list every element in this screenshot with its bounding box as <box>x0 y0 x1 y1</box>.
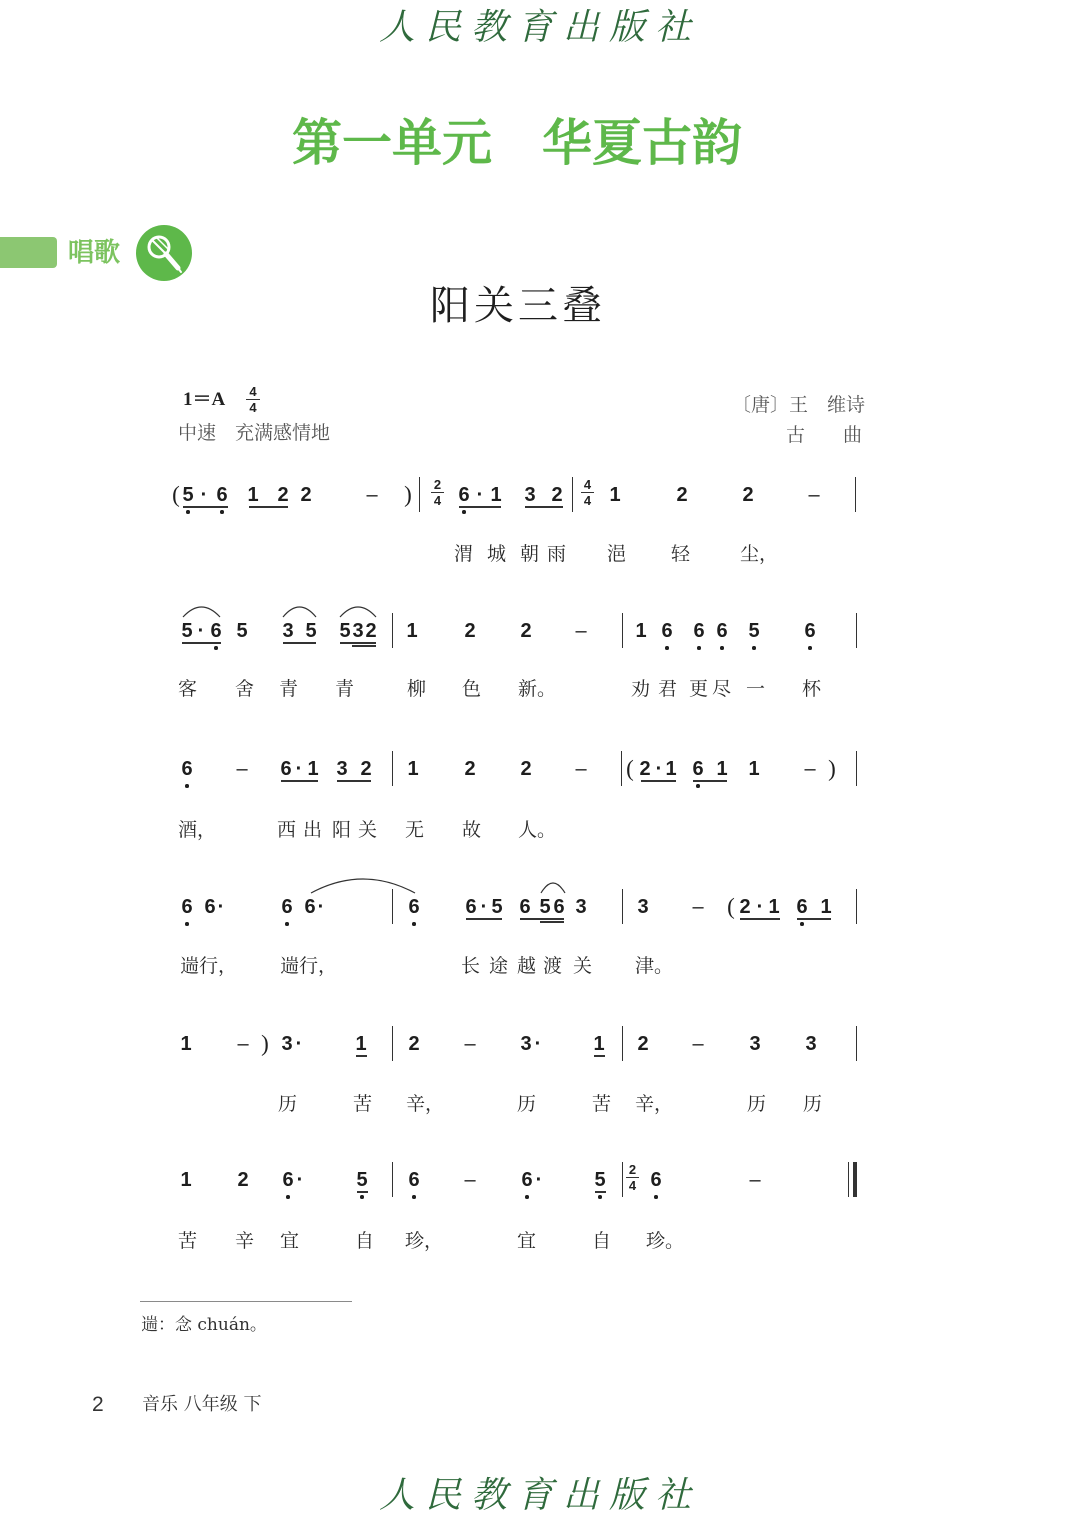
key-signature: 1＝A <box>183 389 226 410</box>
note: 2 <box>742 484 754 506</box>
low-octave-dot <box>214 646 218 650</box>
dash: – <box>464 1169 476 1191</box>
low-octave-dot <box>598 1195 602 1199</box>
underline-beam <box>182 642 221 644</box>
barline <box>419 477 420 512</box>
dash: – <box>366 484 378 506</box>
underline-beam <box>459 506 501 508</box>
note: 3 <box>352 620 364 642</box>
note: 6 <box>692 758 704 780</box>
note: 6 <box>282 1169 294 1191</box>
note: 2 <box>551 484 563 506</box>
tempo-marking: 中速 充满感情地 <box>178 422 331 444</box>
note: 5 <box>236 620 248 642</box>
song-title: 阳关三叠 <box>430 283 606 329</box>
publisher-logo-bottom: 人民教育出版社 <box>378 1475 701 1516</box>
underline-beam <box>356 1055 367 1057</box>
low-octave-dot <box>696 784 700 788</box>
final-barline-thin <box>848 1162 849 1197</box>
lyric: 君 <box>658 678 678 700</box>
note: 3 <box>575 896 587 918</box>
dash: – <box>575 758 587 780</box>
lyric: 尘， <box>740 543 779 565</box>
low-octave-dot <box>525 1195 529 1199</box>
note: 2 <box>639 758 651 780</box>
lyric: 杯 <box>802 678 822 700</box>
time-signature-bottom: 4 <box>583 493 592 508</box>
underline-beam <box>525 506 563 508</box>
low-octave-dot <box>220 510 224 514</box>
note: 5 <box>182 484 194 506</box>
note: 1 <box>635 620 647 642</box>
note: 2 <box>676 484 688 506</box>
slur <box>183 607 220 617</box>
parenthesis: ) <box>261 1031 269 1056</box>
note: 6 <box>650 1169 662 1191</box>
augmentation-dot: · <box>655 758 663 780</box>
augmentation-dot: · <box>296 1169 304 1191</box>
note: 3 <box>336 758 348 780</box>
note: 2 <box>408 1033 420 1055</box>
underline-beam <box>283 642 316 644</box>
note: 1 <box>490 484 502 506</box>
time-signature-top: 4 <box>249 384 257 399</box>
low-octave-dot <box>654 1195 658 1199</box>
dash: – <box>236 758 248 780</box>
final-barline-thick <box>853 1162 857 1197</box>
underline-beam <box>337 780 371 782</box>
lyric: 故 <box>462 819 482 841</box>
note: 1 <box>768 896 780 918</box>
composer-credit: 古 曲 <box>785 424 862 446</box>
lyric: 津。 <box>635 955 674 977</box>
augmentation-dot: · <box>217 896 225 918</box>
note: 1 <box>180 1169 192 1191</box>
parenthesis: ) <box>404 482 412 507</box>
note: 2 <box>365 620 377 642</box>
low-octave-dot <box>665 646 669 650</box>
low-octave-dot <box>185 784 189 788</box>
note: 1 <box>355 1033 367 1055</box>
note: 1 <box>180 1033 192 1055</box>
time-signature-top: 2 <box>433 477 442 492</box>
lyric: 出 <box>303 819 323 841</box>
time-signature <box>431 478 444 507</box>
low-octave-dot <box>462 510 466 514</box>
note: 6 <box>216 484 228 506</box>
dash: – <box>464 1033 476 1055</box>
lyric: 历 <box>803 1093 823 1115</box>
barline <box>856 613 857 648</box>
lyric: 雨 <box>547 543 567 565</box>
underline-beam <box>797 918 831 920</box>
note: 5 <box>305 620 317 642</box>
note: 6 <box>204 896 216 918</box>
lyric: 辛， <box>406 1093 445 1115</box>
lyric: 轻 <box>671 543 691 565</box>
underline-beam <box>740 918 780 920</box>
lyric: 尽 <box>712 678 732 700</box>
lyric: 苦 <box>178 1230 198 1252</box>
lyric: 人。 <box>518 819 557 841</box>
time-signature-top: 4 <box>583 477 592 492</box>
slur <box>283 607 316 617</box>
note: 2 <box>464 620 476 642</box>
time-signature-bottom: 4 <box>628 1178 637 1193</box>
note: 1 <box>247 484 259 506</box>
slur <box>541 883 565 893</box>
lyric: 越 <box>517 955 537 977</box>
note: 2 <box>739 896 751 918</box>
lyric: 青 <box>335 678 355 700</box>
book-title: 音乐 八年级 下 <box>142 1394 262 1415</box>
lyric: 浥 <box>607 543 627 565</box>
note: 1 <box>609 484 621 506</box>
low-octave-dot <box>286 1195 290 1199</box>
parenthesis: ( <box>172 482 180 507</box>
note: 1 <box>307 758 319 780</box>
lyric: 青 <box>279 678 299 700</box>
note: 2 <box>637 1033 649 1055</box>
underline-beam <box>520 918 564 920</box>
section-label: 唱歌 <box>68 238 121 268</box>
lyric: 苦 <box>592 1093 612 1115</box>
lyric: 酒， <box>178 819 217 841</box>
parenthesis: ( <box>626 756 634 781</box>
note: 1 <box>665 758 677 780</box>
note: 6 <box>408 896 420 918</box>
underline-beam <box>183 506 228 508</box>
low-octave-dot <box>412 922 416 926</box>
dash: – <box>692 1033 704 1055</box>
lyric: 珍。 <box>646 1230 685 1252</box>
note: 2 <box>520 620 532 642</box>
barline <box>856 1026 857 1061</box>
augmentation-dot: · <box>534 1033 542 1055</box>
barline <box>392 1026 393 1061</box>
lyric: 历 <box>747 1093 767 1115</box>
parenthesis: ) <box>828 756 836 781</box>
lyric: 柳 <box>407 678 427 700</box>
lyric: 更 <box>689 678 709 700</box>
dash: – <box>237 1033 249 1055</box>
note: 5 <box>339 620 351 642</box>
low-octave-dot <box>186 510 190 514</box>
lyric: 长 <box>461 955 481 977</box>
augmentation-dot: · <box>535 1169 543 1191</box>
lyric: 渭 <box>454 543 474 565</box>
underline-beam <box>693 780 727 782</box>
note: 6 <box>804 620 816 642</box>
note: 3 <box>520 1033 532 1055</box>
lyric: 色 <box>462 678 482 700</box>
note: 1 <box>716 758 728 780</box>
time-signature-bottom: 4 <box>433 493 442 508</box>
low-octave-dot <box>360 1195 364 1199</box>
note: 3 <box>282 620 294 642</box>
tie <box>311 879 415 893</box>
lyric: 西 <box>277 819 297 841</box>
barline <box>392 1162 393 1197</box>
note: 5 <box>181 620 193 642</box>
lyric: 朝 <box>520 543 540 565</box>
underline-beam <box>594 1055 605 1057</box>
note: 5 <box>539 896 551 918</box>
note: 6 <box>304 896 316 918</box>
low-octave-dot <box>800 922 804 926</box>
lyric: 新。 <box>518 678 557 700</box>
lyric: 一 <box>746 678 766 700</box>
barline <box>622 1026 623 1061</box>
note: 1 <box>748 758 760 780</box>
barline <box>572 477 573 512</box>
note: 2 <box>300 484 312 506</box>
lyric: 城 <box>487 543 507 565</box>
lyric: 客 <box>178 678 198 700</box>
barline <box>855 477 856 512</box>
lyric: 历 <box>278 1093 298 1115</box>
time-signature <box>626 1163 639 1192</box>
barline <box>392 613 393 648</box>
underline-beam <box>357 1191 368 1193</box>
barline <box>856 751 857 786</box>
augmentation-dot: · <box>476 484 484 506</box>
low-octave-dot <box>697 646 701 650</box>
note: 3 <box>637 896 649 918</box>
augmentation-dot: · <box>197 620 205 642</box>
underline-beam <box>249 506 288 508</box>
low-octave-dot <box>720 646 724 650</box>
barline <box>856 889 857 924</box>
lyric: 关 <box>573 955 593 977</box>
note: 3 <box>749 1033 761 1055</box>
note: 2 <box>360 758 372 780</box>
time-signature <box>581 478 594 507</box>
note: 2 <box>464 758 476 780</box>
note: 6 <box>521 1169 533 1191</box>
note: 6 <box>280 758 292 780</box>
note: 6 <box>210 620 222 642</box>
augmentation-dot: · <box>295 758 303 780</box>
note: 5 <box>491 896 503 918</box>
lyric: 渡 <box>543 955 563 977</box>
lyricist-credit: 〔唐〕王 维诗 <box>731 394 865 416</box>
note: 3 <box>805 1033 817 1055</box>
time-signature-top: 2 <box>628 1162 637 1177</box>
lyric: 遄行， <box>280 955 338 977</box>
underline-beam <box>281 780 318 782</box>
barline <box>392 889 393 924</box>
low-octave-dot <box>185 922 189 926</box>
time-signature-bottom: 4 <box>249 400 257 415</box>
augmentation-dot: · <box>756 896 764 918</box>
low-octave-dot <box>752 646 756 650</box>
underline-beam <box>466 918 502 920</box>
lyric: 辛 <box>235 1230 255 1252</box>
lyric: 劝 <box>631 678 651 700</box>
footnote-divider <box>140 1301 352 1302</box>
footnote: 遄：念 chuán。 <box>141 1315 267 1335</box>
slur <box>340 607 376 617</box>
note: 6 <box>465 896 477 918</box>
dash: – <box>804 758 816 780</box>
note: 6 <box>716 620 728 642</box>
publisher-logo-top: 人民教育出版社 <box>378 7 701 48</box>
note: 6 <box>553 896 565 918</box>
low-octave-dot <box>412 1195 416 1199</box>
note: 6 <box>519 896 531 918</box>
note: 6 <box>181 896 193 918</box>
underline-beam <box>540 921 564 923</box>
lyric: 自 <box>592 1230 612 1252</box>
note: 3 <box>524 484 536 506</box>
dash: – <box>808 484 820 506</box>
low-octave-dot <box>808 646 812 650</box>
lyric: 途 <box>489 955 509 977</box>
augmentation-dot: · <box>295 1033 303 1055</box>
dash: – <box>692 896 704 918</box>
note: 6 <box>693 620 705 642</box>
unit-title: 第一单元 华夏古韵 <box>292 114 742 172</box>
note: 3 <box>281 1033 293 1055</box>
augmentation-dot: · <box>317 896 325 918</box>
note: 1 <box>407 758 419 780</box>
note: 2 <box>520 758 532 780</box>
note: 1 <box>820 896 832 918</box>
note: 5 <box>356 1169 368 1191</box>
augmentation-dot: · <box>200 484 208 506</box>
note: 5 <box>594 1169 606 1191</box>
note: 6 <box>458 484 470 506</box>
note: 2 <box>237 1169 249 1191</box>
note: 1 <box>593 1033 605 1055</box>
dash: – <box>749 1169 761 1191</box>
note: 6 <box>408 1169 420 1191</box>
note: 2 <box>277 484 289 506</box>
lyric: 舍 <box>235 678 255 700</box>
barline <box>392 751 393 786</box>
note: 6 <box>281 896 293 918</box>
note: 6 <box>181 758 193 780</box>
underline-beam <box>595 1191 606 1193</box>
low-octave-dot <box>285 922 289 926</box>
underline-beam <box>340 642 376 644</box>
lyric: 宜 <box>517 1230 537 1252</box>
lyric: 关 <box>358 819 378 841</box>
augmentation-dot: · <box>480 896 488 918</box>
underline-beam <box>641 780 676 782</box>
barline <box>622 1162 623 1197</box>
lyric: 苦 <box>353 1093 373 1115</box>
lyric: 无 <box>405 819 425 841</box>
lyric: 珍， <box>405 1230 444 1252</box>
page-number: 2 <box>92 1393 104 1416</box>
lyric: 自 <box>355 1230 375 1252</box>
lyric: 历 <box>517 1093 537 1115</box>
parenthesis: ( <box>727 894 735 919</box>
lyric: 遄行， <box>180 955 238 977</box>
note: 1 <box>406 620 418 642</box>
lyric: 辛， <box>635 1093 674 1115</box>
lyric: 阳 <box>332 819 352 841</box>
note: 6 <box>796 896 808 918</box>
note: 5 <box>748 620 760 642</box>
dash: – <box>575 620 587 642</box>
lyric: 宜 <box>280 1230 300 1252</box>
barline <box>622 889 623 924</box>
barline <box>622 613 623 648</box>
note: 6 <box>661 620 673 642</box>
underline-beam <box>352 645 376 647</box>
